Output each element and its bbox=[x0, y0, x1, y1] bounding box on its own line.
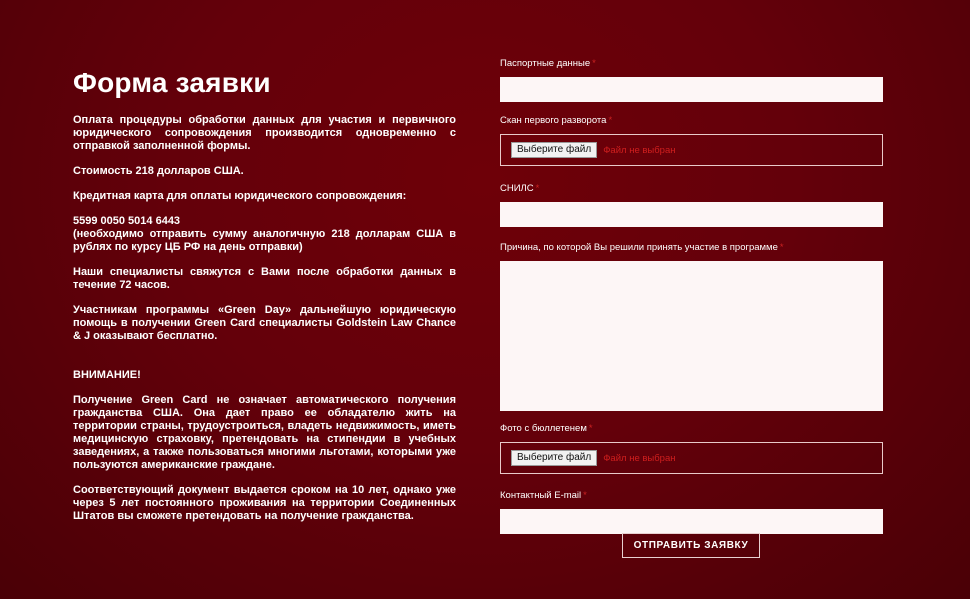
contact-timing-text: Наши специалисты свяжутся с Вами после обработки данных в течение 72 часов. bbox=[73, 266, 456, 291]
photo-choose-file-button[interactable]: Выберите файл bbox=[511, 450, 597, 466]
required-mark: * bbox=[583, 490, 587, 501]
card-block bbox=[73, 215, 456, 254]
snils-label: СНИЛС * bbox=[500, 183, 540, 194]
snils-input[interactable] bbox=[500, 202, 883, 227]
snils-group bbox=[500, 183, 883, 227]
card-heading-text: Кредитная карта для оплаты юридического сопровождения: bbox=[73, 190, 407, 202]
page-title: Форма заявки bbox=[73, 67, 271, 98]
reason-textarea[interactable] bbox=[500, 261, 883, 411]
card-number: 5599 0050 5014 6443 bbox=[73, 215, 181, 227]
payment-info-text: Оплата процедуры обработки данных для участия и первичного юридического сопровождения производится одновременно с отправкой заполненной формы. bbox=[73, 114, 456, 152]
required-mark: * bbox=[592, 58, 596, 69]
citizenship-info-text: Соответствующий документ выдается сроком на 10 лет, однако уже через 5 лет постоянного проживания на территории Соединенных Штатов вы сможете претендовать на получение гражданства. bbox=[73, 484, 456, 522]
required-mark: * bbox=[588, 423, 593, 434]
attention-heading: ВНИМАНИЕ! bbox=[73, 369, 141, 381]
passport-group bbox=[500, 58, 883, 102]
reason-label: Причина, по которой Вы решили принять участие в программе * bbox=[500, 242, 784, 253]
legal-help-text: Участникам программы «Green Day» дальнейшую юридическую помощь в получении Green Card специалисты Goldstein Law Chance & J оказывают бесплатно. bbox=[73, 304, 456, 342]
photo-file-field bbox=[500, 442, 883, 474]
info-column bbox=[73, 66, 456, 523]
submit-application-button[interactable]: ОТПРАВИТЬ ЗАЯВКУ bbox=[622, 533, 760, 558]
submit-wrapper bbox=[622, 533, 760, 558]
passport-input[interactable] bbox=[500, 77, 883, 102]
photo-file-status: Файл не выбран bbox=[603, 452, 676, 464]
green-card-info-text: Получение Green Card не означает автоматического получения гражданства США. Она дает право ее обладателю жить на территории страны, трудоустроиться, владеть недвижимость, иметь медицинскую страховку, претендовать на стипендии в учебных заведениях, а также пользоваться многими льготами, которыми уже пользуются американские граждане. bbox=[73, 394, 456, 471]
email-group bbox=[500, 490, 883, 534]
email-label: Контактный E-mail * bbox=[500, 490, 587, 501]
price-text: Стоимость 218 долларов США. bbox=[73, 165, 244, 177]
required-mark: * bbox=[608, 115, 613, 126]
scan-file-status: Файл не выбран bbox=[603, 144, 676, 156]
passport-label: Паспортные данные * bbox=[500, 58, 596, 69]
scan-label: Скан первого разворота * bbox=[500, 115, 613, 126]
scan-group bbox=[500, 115, 883, 166]
reason-group bbox=[500, 242, 883, 411]
photo-group bbox=[500, 423, 883, 474]
required-mark: * bbox=[535, 183, 540, 194]
application-form bbox=[500, 58, 883, 534]
required-mark: * bbox=[779, 242, 784, 253]
email-input[interactable] bbox=[500, 509, 883, 534]
scan-file-field bbox=[500, 134, 883, 166]
card-note: (необходимо отправить сумму аналогичную 218 долларам США в рублях по курсу ЦБ РФ на день отправки) bbox=[73, 228, 456, 253]
scan-choose-file-button[interactable]: Выберите файл bbox=[511, 142, 597, 158]
photo-label: Фото с бюллетенем * bbox=[500, 423, 593, 434]
